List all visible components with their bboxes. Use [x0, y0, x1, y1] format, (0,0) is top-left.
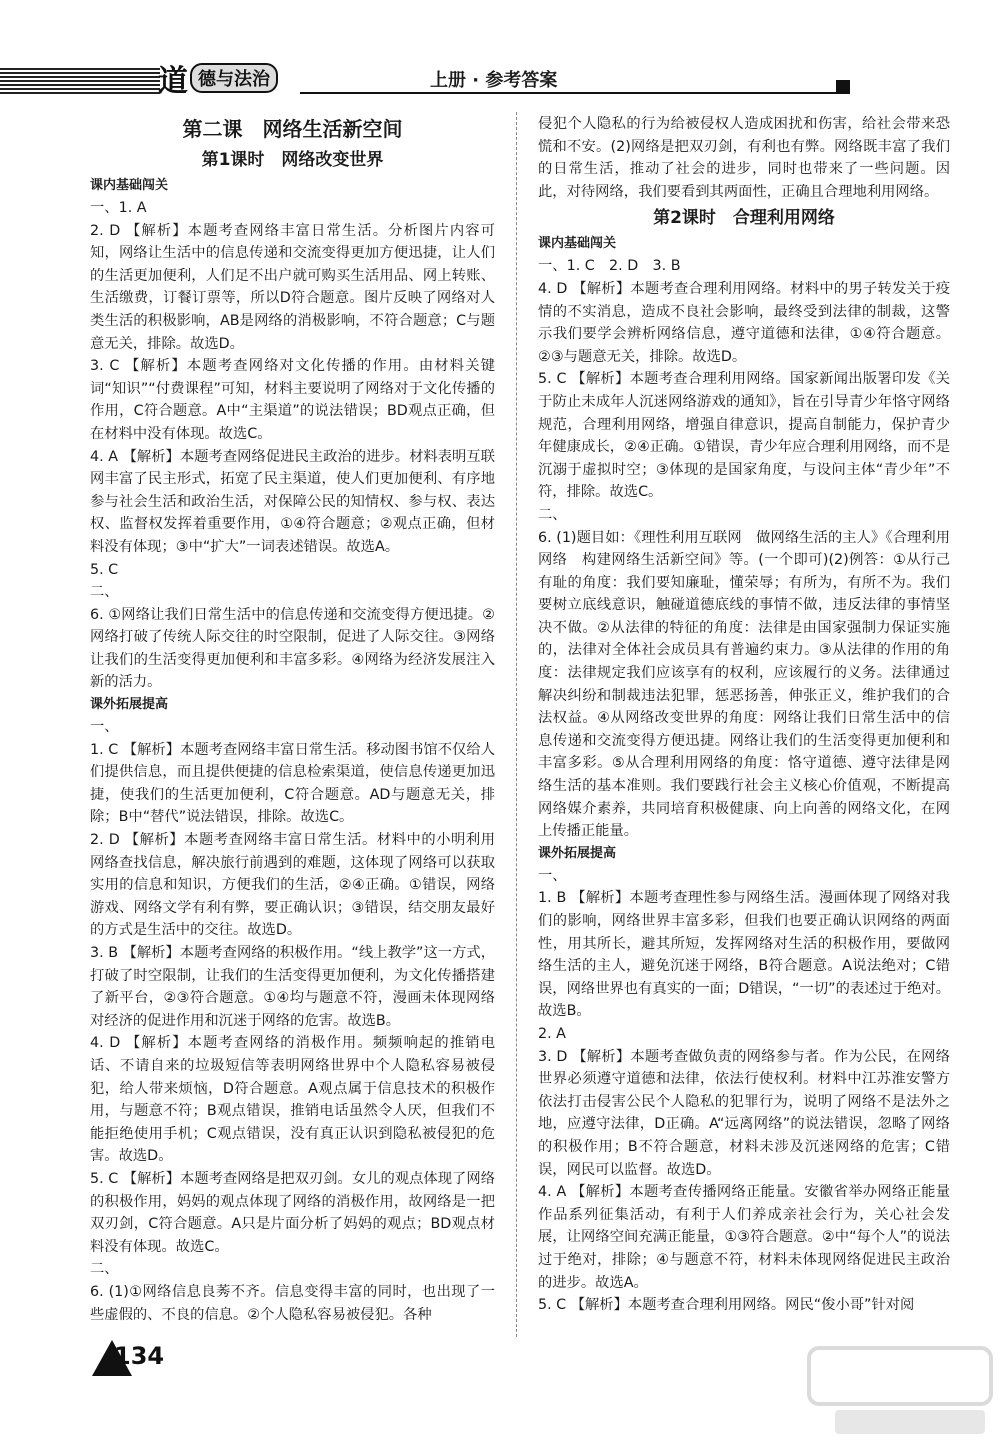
- answer-item: 4. A 【解析】本题考查网络促进民主政治的进步。材料表明互联网丰富了民主形式，拓宽了民主渠道，使人们更加便利、有序地参与社会生活和政治生活，对保障公民的知情权、参与权、表达权、监督权发挥着重要作用，①④符合题意；②观点正确，但材料没有体现；③中“扩大”一词表述错误。故选A。: [90, 448, 495, 555]
- answer-item: 5. C 【解析】本题考查合理利用网络。网民“俊小哥”针对阅: [538, 1297, 915, 1314]
- answer-item: 4. D 【解析】本题考查合理利用网络。材料中的男子转发关于疫情的不实消息，造成不良社会影响，最终受到法律的制裁，这警示我们要学会辨析网络信息，遵守道德和法律，①④符合题意。②③与题意无关，排除。故选D。: [538, 280, 950, 365]
- answer-item: 6. ①网络让我们日常生活中的信息传递和交流变得方便迅捷。②网络打破了传统人际交往的时空限制，促进了人际交往。③网络让我们的生活变得更加便利和丰富多彩。④网络为经济发展注入新的活力。: [90, 606, 495, 691]
- answer-item: 2. D 【解析】本题考查网络丰富日常生活。材料中的小明利用网络查找信息，解决旅行前遇到的难题，这体现了网络可以获取实用的信息和知识，方便我们的生活，②④正确。①错误，网络游戏、网络文学有利有弊，要正确认识；③错误，结交朋友最好的方式是生活中的交往。故选D。: [90, 832, 495, 939]
- answer-item: 2. A: [538, 1025, 566, 1042]
- brand-logo: [158, 60, 303, 99]
- header-rule: [300, 92, 840, 94]
- page-number: 134: [114, 1342, 165, 1370]
- answer-item: 5. C 【解析】本题考查网络是把双刃剑。女儿的观点体现了网络的积极作用，妈妈的观点体现了网络的消极作用，故网络是一把双刃剑，C符合题意。A只是片面分析了妈妈的观点；BD观点材料没有体现。故选C。: [90, 1170, 495, 1255]
- answer-item: 2. D 【解析】本题考查网络丰富日常生活。分析图片内容可知，网络让生活中的信息传递和交流变得更加方便迅捷，让人们的生活更加便利，人们足不出户就可购买生活用品、网上转账、生活缴费，订餐订票等，所以D符合题意。图片反映了网络对人类生活的积极影响，AB是网络的消极影响，不符合题意；C与题意无关，排除。故选D。: [90, 222, 495, 352]
- answer-item: 3. B 【解析】本题考查网络的积极作用。“线上教学”这一方式，打破了时空限制，让我们的生活变得更加便利，为文化传播搭建了新平台，②③符合题意。①④均与题意不符，漫画未体现网络对经济的促进作用和沉迷于网络的危害。故选B。: [90, 945, 495, 1029]
- answer-item: 一、1. A: [90, 200, 147, 216]
- answer-item: 3. C 【解析】本题考查网络对文化传播的作用。由材料关键词“知识”“付费课程”可知，材料主要说明了网络对于文化传播的作用，C符合题意。A中“主渠道”的说法错误；BD观点正确，但在材料中没有体现。故选C。: [90, 358, 495, 442]
- answer-item: 1. B 【解析】本题考查理性参与网络生活。漫画体现了网络对我们的影响，网络世界丰富多彩，但我们也要正确认识网络的两面性，用其所长，避其所短，发挥网络对生活的积极作用，要做网络生活的主人，避免沉迷于网络，B符合题意。A说法绝对；C错误，网络世界也有真实的一面；D错误，“一切”的表述过于绝对。故选B。: [538, 890, 950, 1020]
- section-label: 课外拓展提高: [538, 845, 617, 861]
- section-label: 课外拓展提高: [90, 697, 169, 713]
- page-header: [0, 60, 1000, 100]
- period-title: 第2课时 合理利用网络: [653, 208, 835, 229]
- answer-item: 6. (1)题目如：《理性利用互联网 做网络生活的主人》《合理利用网络 构建网络生活新空间》等。(一个即可)(2)例答：①从行己有耻的角度：我们要知廉耻，懂荣辱；有所为，有所不为。我们要树立底线意识，触碰道德底线的事情不做，违反法律的事情坚决不做。②从法律的特征的角度：法律是由国家强制力保证实施的，法律对全体社会成员具有普遍约束力。③从法律的作用的角度：法律规定我们应该享有的权利，应该履行的义务。法律通过解决纠纷和制裁违法犯罪，惩恶扬善，伸张正义，维护我们的合法权益。④从网络改变世界的角度：网络让我们日常生活中的信息传递和交流变得方便迅捷。网络让我们的生活变得更加便利和丰富多彩。⑤从合理利用网络的角度：恪守道德、遵守法律是网络生活的基本准则。我们要践行社会主义核心价值观，不断提高网络媒介素养，共同培育积极健康、向上向善的网络文化，在网上传播正能量。: [538, 529, 950, 840]
- answer-item: 6. (1)①网络信息良莠不齐。信息变得丰富的同时，也出现了一些虚假的、不良的信息。②个人隐私容易被侵犯。各种: [90, 1283, 495, 1323]
- page-footer: [92, 1334, 212, 1380]
- brand-sub: 德与法治: [190, 63, 278, 93]
- answer-item: 4. A 【解析】本题考查传播网络正能量。安徽省举办网络正能量作品系列征集活动，有利于人们养成亲社会行为，关心社会发展，让网络空间充满正能量，①③符合题意。②中“每个人”的说法过于绝对，排除；④与题意不符，材料未体现网络促进民主政治的进步。故选A。: [538, 1184, 950, 1291]
- answer-item: 二、: [538, 506, 567, 523]
- period-title: 第1课时 网络改变世界: [201, 150, 384, 170]
- answer-item: 二、: [90, 584, 119, 601]
- lesson-title: 第二课 网络生活新空间: [182, 117, 403, 141]
- brand-main: 道: [158, 64, 188, 99]
- header-stripes: [0, 68, 160, 94]
- answer-item: 一、: [538, 867, 567, 884]
- section-label: 课内基础闯关: [90, 178, 169, 193]
- column-divider: [516, 112, 517, 1337]
- section-label: 课内基础闯关: [538, 236, 617, 252]
- answer-continuation: 侵犯个人隐私的行为给被侵权人造成困扰和伤害，给社会带来恐慌和不安。(2)网络是把双刃剑，有利也有弊。网络既丰富了我们的日常生活，推动了社会的进步，同时也带来了一些问题。因此，对待网络，我们要看到其两面性，正确且合理地利用网络。: [538, 116, 950, 200]
- right-column: [538, 113, 950, 1317]
- header-title: 上册 · 参考答案: [430, 70, 558, 91]
- header-square-icon: [836, 80, 850, 94]
- answer-item: 5. C: [90, 561, 119, 578]
- left-column: [90, 113, 495, 1326]
- answer-item: 一、: [90, 719, 119, 736]
- answer-item: 1. C 【解析】本题考查网络丰富日常生活。移动图书馆不仅给人们提供信息，而且提供便捷的信息检索渠道，使信息传递更加迅捷，使我们的生活更加便利，C符合题意。AD与题意无关，排除；B中“替代”说法错误，排除。故选C。: [90, 741, 495, 826]
- answer-item: 3. D 【解析】本题考查做负责的网络参与者。作为公民，在网络世界必须遵守道德和法律，依法行使权利。材料中江苏淮安警方依法打击侵害公民个人隐私的犯罪行为，说明了网络不是法外之地，应遵守法律，D正确。A“远离网络”的说法错误，忽略了网络的积极作用；B不符合题意，材料未涉及沉迷网络的危害；C错误，网民可以监督。故选D。: [538, 1048, 950, 1178]
- answer-item: 5. C 【解析】本题考查合理利用网络。国家新闻出版署印发《关于防止未成年人沉迷网络游戏的通知》，旨在引导青少年恪守网络规范，合理利用网络，增强自律意识，提高自制能力，保护青少年健康成长，②④正确。①错误，青少年应合理利用网络，而不是沉溺于虚拟时空；③体现的是国家角度，与设问主体“青少年”不符，排除。故选C。: [538, 371, 950, 501]
- answer-item: 二、: [90, 1261, 119, 1278]
- watermark-logo-icon: [805, 1340, 995, 1440]
- answer-item: 4. D 【解析】本题考查网络的消极作用。频频响起的推销电话、不请自来的垃圾短信等表明网络世界中个人隐私容易被侵犯，给人带来烦恼，D符合题意。A观点属于信息技术的积极作用，与题意不符；B观点错误，推销电话虽然令人厌，但我们不能拒绝使用手机；C观点错误，没有真正认识到隐私被侵犯的危害。故选D。: [90, 1035, 495, 1165]
- answer-item: 一、1. C 2. D 3. B: [538, 258, 681, 275]
